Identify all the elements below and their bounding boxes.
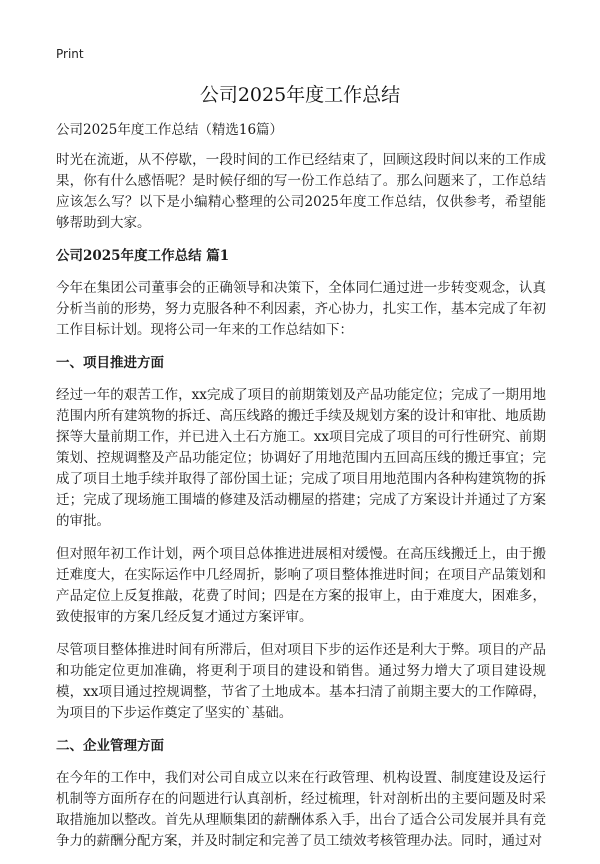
paragraph-2: 经过一年的艰苦工作，xx完成了项目的前期策划及产品功能定位；完成了一期用地范围内所有建筑物的拆迁、高压线路的搬迁手续及规划方案的设计和审批、地质勘探等大量前期工作，并已进入土石方施工。xx项目完成了项目的可行性研究、前期策划、控规调整及产品功能定位；协调好了用地范围内五回高压线的搬迁事宜；完成了项目土地手续并取得了部份国土证；完成了项目用地范围内各种构建筑物的拆迁；完成了现场施工围墙的修建及活动棚屋的搭建；完成了方案设计并通过了方案的审批。 (56, 387, 546, 529)
section-1-heading: 一、项目推进方面 (56, 355, 164, 371)
print-link[interactable]: Print (56, 47, 84, 61)
article-heading: 公司2025年度工作总结 篇1 (56, 248, 230, 264)
article-body (56, 120, 546, 864)
paragraph-1: 今年在集团公司董事会的正确领导和决策下，全体同仁通过进一步转变观念，认真分析当前的形势，努力克服各种不利因素，齐心协力，扎实工作，基本完成了年初工作目标计划。现将公司一年来的工作总结如下： (56, 280, 546, 338)
article-subtitle: 公司2025年度工作总结（精选16篇） (56, 122, 284, 138)
paragraph-3: 但对照年初工作计划，两个项目总体推进进展相对缓慢。在高压线搬迁上，由于搬迁难度大，在实际运作中几经周折，影响了项目整体推进时间；在项目产品策划和产品定位上反复推敲，花费了时间；四是在方案的报审上，由于难度大，困难多，致使报审的方案几经反复才通过方案评审。 (56, 546, 546, 625)
section-2-heading: 二、企业管理方面 (56, 738, 164, 754)
paragraph-5: 在今年的工作中，我们对公司自成立以来在行政管理、机构设置、制度建设及运行机制等方面所存在的问题进行认真剖析，经过梳理，针对剖析出的主要问题及时采取措施加以整改。首先从理顺集团的薪酬体系入手，出台了适合公司发展并具有竞争力的薪酬分配方案，并及时制定和完善了员工绩效考核管理办法。同时，通过对 (56, 770, 546, 849)
page-title: 公司2025年度工作总结 (199, 84, 401, 106)
intro-paragraph: 时光在流逝，从不停歇，一段时间的工作已经结束了，回顾这段时间以来的工作成果，你有什么感悟呢？是时候仔细的写一份工作总结了。那么问题来了，工作总结应该怎么写？以下是小编精心整理的公司2025年度工作总结，仅供参考，希望能够帮助到大家。 (56, 152, 546, 231)
paragraph-4: 尽管项目整体推进时间有所滞后，但对项目下步的运作还是利大于弊。项目的产品和功能定位更加准确，将更利于项目的建设和销售。通过努力增大了项目建设规模，xx项目通过控规调整，节省了土地成本。基本扫清了前期主要大的工作障碍，为项目的下步运作奠定了坚实的`基础。 (56, 642, 546, 721)
